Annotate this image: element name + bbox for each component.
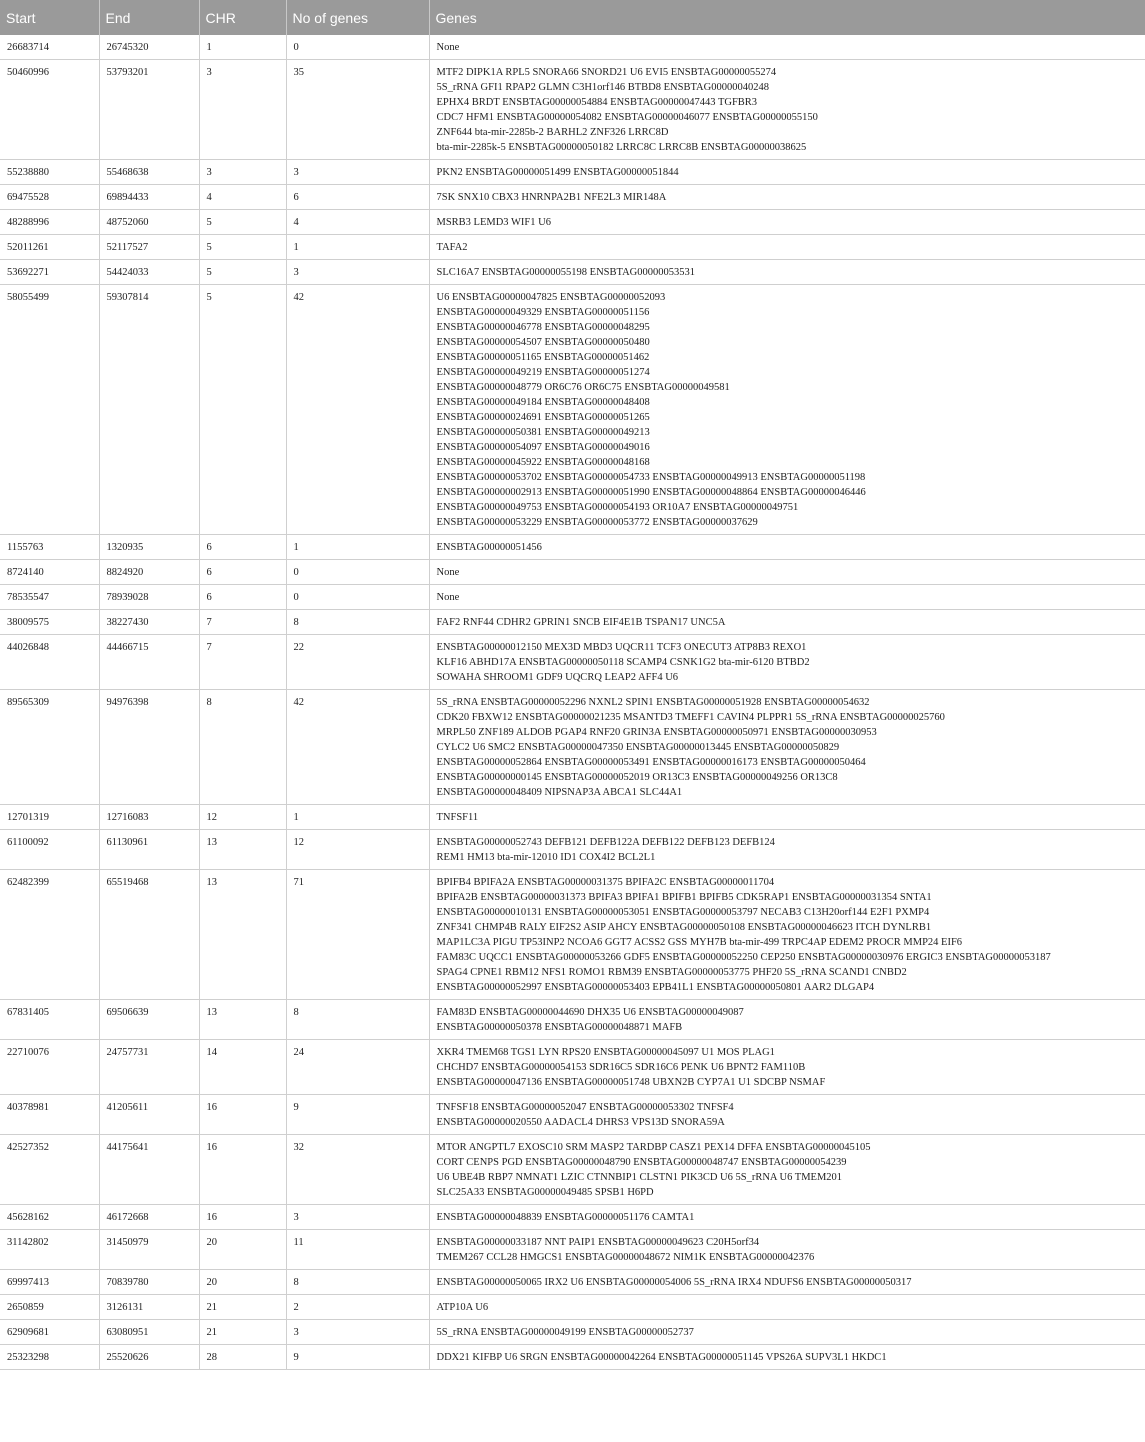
gene-line: ENSBTAG00000049329 ENSBTAG00000051156 xyxy=(436,307,650,318)
gene-line: SLC25A33 ENSBTAG00000049485 SPSB1 H6PD xyxy=(436,1187,654,1198)
cell-no-of-genes: 12 xyxy=(286,830,429,870)
cell-genes xyxy=(429,285,1145,535)
gene-line: CHCHD7 ENSBTAG00000054153 SDR16C5 SDR16C6 PENK U6 BPNT2 FAM110B xyxy=(436,1062,806,1073)
header-chr: CHR xyxy=(199,0,286,35)
cell-start: 69475528 xyxy=(0,185,99,210)
gene-line: ENSBTAG00000048409 NIPSNAP3A ABCA1 SLC44A1 xyxy=(436,787,683,798)
gene-line: TAFA2 xyxy=(436,242,468,253)
gene-line: None xyxy=(436,592,460,603)
cell-end: 1320935 xyxy=(99,535,199,560)
cell-start: 42527352 xyxy=(0,1135,99,1205)
cell-start: 8724140 xyxy=(0,560,99,585)
cell-no-of-genes: 1 xyxy=(286,235,429,260)
gene-line: MTOR ANGPTL7 EXOSC10 SRM MASP2 TARDBP CASZ1 PEX14 DFFA ENSBTAG00000045105 xyxy=(436,1142,871,1153)
cell-end: 52117527 xyxy=(99,235,199,260)
cell-genes xyxy=(429,635,1145,690)
gene-line: ENSBTAG00000012150 MEX3D MBD3 UQCR11 TCF3 ONECUT3 ATP8B3 REXO1 xyxy=(436,642,807,653)
gene-line: ENSBTAG00000051456 xyxy=(436,542,542,553)
cell-no-of-genes: 3 xyxy=(286,1205,429,1230)
gene-line: None xyxy=(436,42,460,53)
cell-no-of-genes: 32 xyxy=(286,1135,429,1205)
cell-end: 24757731 xyxy=(99,1040,199,1095)
cell-start: 62909681 xyxy=(0,1320,99,1345)
cell-chr: 8 xyxy=(199,690,286,805)
cell-end: 59307814 xyxy=(99,285,199,535)
table-row xyxy=(0,1295,1145,1320)
gene-line: CORT CENPS PGD ENSBTAG00000048790 ENSBTAG00000048747 ENSBTAG00000054239 xyxy=(436,1157,847,1168)
cell-chr: 20 xyxy=(199,1230,286,1270)
header-no-of-genes: No of genes xyxy=(286,0,429,35)
table-row xyxy=(0,1040,1145,1095)
cell-end: 55468638 xyxy=(99,160,199,185)
cell-start: 40378981 xyxy=(0,1095,99,1135)
gene-line: ENSBTAG00000024691 ENSBTAG00000051265 xyxy=(436,412,650,423)
cell-genes xyxy=(429,210,1145,235)
cell-chr: 4 xyxy=(199,185,286,210)
gene-line: ENSBTAG00000046778 ENSBTAG00000048295 xyxy=(436,322,650,333)
cell-chr: 5 xyxy=(199,235,286,260)
gene-line: ENSBTAG00000033187 NNT PAIP1 ENSBTAG00000049623 C20H5orf34 xyxy=(436,1237,760,1248)
cell-end: 44466715 xyxy=(99,635,199,690)
cell-chr: 7 xyxy=(199,610,286,635)
cell-start: 78535547 xyxy=(0,585,99,610)
gene-line: FAM83C UQCC1 ENSBTAG00000053266 GDF5 ENSBTAG00000052250 CEP250 ENSBTAG00000030976 ERGIC3 ENSBTAG00000053187 xyxy=(436,952,1051,963)
cell-end: 53793201 xyxy=(99,60,199,160)
gene-line: BPIFB4 BPIFA2A ENSBTAG00000031375 BPIFA2C ENSBTAG00000011704 xyxy=(436,877,775,888)
cell-end: 54424033 xyxy=(99,260,199,285)
gene-line: CYLC2 U6 SMC2 ENSBTAG00000047350 ENSBTAG00000013445 ENSBTAG00000050829 xyxy=(436,742,840,753)
table-row xyxy=(0,830,1145,870)
gene-line: SOWAHA SHROOM1 GDF9 UQCRQ LEAP2 AFF4 U6 xyxy=(436,672,679,683)
header-start: Start xyxy=(0,0,99,35)
header-end: End xyxy=(99,0,199,35)
cell-genes xyxy=(429,35,1145,60)
table-row xyxy=(0,560,1145,585)
cell-no-of-genes: 3 xyxy=(286,160,429,185)
cell-genes xyxy=(429,1040,1145,1095)
table-row xyxy=(0,535,1145,560)
cell-genes xyxy=(429,1205,1145,1230)
gene-line: ENSBTAG00000050381 ENSBTAG00000049213 xyxy=(436,427,650,438)
cell-end: 69506639 xyxy=(99,1000,199,1040)
table-row xyxy=(0,1000,1145,1040)
table-row xyxy=(0,805,1145,830)
gene-line: BPIFA2B ENSBTAG00000031373 BPIFA3 BPIFA1 BPIFB1 BPIFB5 CDK5RAP1 ENSBTAG00000031354 SNTA1 xyxy=(436,892,932,903)
gene-line: 7SK SNX10 CBX3 HNRNPA2B1 NFE2L3 MIR148A xyxy=(436,192,667,203)
cell-genes xyxy=(429,1230,1145,1270)
gene-line: 5S_rRNA GFI1 RPAP2 GLMN C3H1orf146 BTBD8 ENSBTAG00000040248 xyxy=(436,82,769,93)
gene-line: ENSBTAG00000047136 ENSBTAG00000051748 UBXN2B CYP7A1 U1 SDCBP NSMAF xyxy=(436,1077,826,1088)
cell-genes xyxy=(429,560,1145,585)
gene-line: PKN2 ENSBTAG00000051499 ENSBTAG00000051844 xyxy=(436,167,679,178)
cell-start: 89565309 xyxy=(0,690,99,805)
cell-no-of-genes: 11 xyxy=(286,1230,429,1270)
gene-line: ENSBTAG00000000145 ENSBTAG00000052019 OR13C3 ENSBTAG00000049256 OR13C8 xyxy=(436,772,838,783)
cell-no-of-genes: 0 xyxy=(286,585,429,610)
gene-line: MSRB3 LEMD3 WIF1 U6 xyxy=(436,217,551,228)
cell-genes xyxy=(429,160,1145,185)
gene-line: bta-mir-2285k-5 ENSBTAG00000050182 LRRC8C LRRC8B ENSBTAG00000038625 xyxy=(436,142,807,153)
table-row xyxy=(0,35,1145,60)
cell-start: 53692271 xyxy=(0,260,99,285)
table-body xyxy=(0,35,1145,1370)
cell-genes xyxy=(429,610,1145,635)
gene-line: ENSBTAG00000052997 ENSBTAG00000053403 EPB41L1 ENSBTAG00000050801 AAR2 DLGAP4 xyxy=(436,982,875,993)
cell-start: 50460996 xyxy=(0,60,99,160)
cell-genes xyxy=(429,830,1145,870)
table-row xyxy=(0,690,1145,805)
gene-line: ENSBTAG00000054507 ENSBTAG00000050480 xyxy=(436,337,650,348)
cell-no-of-genes: 35 xyxy=(286,60,429,160)
table-row xyxy=(0,585,1145,610)
cell-start: 45628162 xyxy=(0,1205,99,1230)
cell-genes xyxy=(429,60,1145,160)
cell-end: 31450979 xyxy=(99,1230,199,1270)
cell-chr: 20 xyxy=(199,1270,286,1295)
gene-line: 5S_rRNA ENSBTAG00000049199 ENSBTAG00000052737 xyxy=(436,1327,694,1338)
cell-chr: 6 xyxy=(199,585,286,610)
gene-line: MRPL50 ZNF189 ALDOB PGAP4 RNF20 GRIN3A ENSBTAG00000050971 ENSBTAG00000030953 xyxy=(436,727,877,738)
gene-line: TNFSF11 xyxy=(436,812,479,823)
table-row xyxy=(0,1095,1145,1135)
table-row xyxy=(0,1345,1145,1370)
cell-no-of-genes: 42 xyxy=(286,285,429,535)
cell-genes xyxy=(429,535,1145,560)
cell-end: 65519468 xyxy=(99,870,199,1000)
gene-line: 5S_rRNA ENSBTAG00000052296 NXNL2 SPIN1 ENSBTAG00000051928 ENSBTAG00000054632 xyxy=(436,697,870,708)
table-row xyxy=(0,210,1145,235)
cell-chr: 16 xyxy=(199,1135,286,1205)
gene-line: CDC7 HFM1 ENSBTAG00000054082 ENSBTAG00000046077 ENSBTAG00000055150 xyxy=(436,112,818,123)
cell-start: 31142802 xyxy=(0,1230,99,1270)
table-row xyxy=(0,635,1145,690)
table-row xyxy=(0,60,1145,160)
cell-end: 63080951 xyxy=(99,1320,199,1345)
cell-start: 55238880 xyxy=(0,160,99,185)
table-row xyxy=(0,260,1145,285)
cell-start: 1155763 xyxy=(0,535,99,560)
cell-chr: 6 xyxy=(199,560,286,585)
table-row xyxy=(0,1320,1145,1345)
cell-genes xyxy=(429,235,1145,260)
table-row xyxy=(0,1230,1145,1270)
cell-end: 69894433 xyxy=(99,185,199,210)
cell-no-of-genes: 9 xyxy=(286,1345,429,1370)
header-row xyxy=(0,0,1145,35)
cell-genes xyxy=(429,1345,1145,1370)
gene-line: ENSBTAG00000049753 ENSBTAG00000054193 OR10A7 ENSBTAG00000049751 xyxy=(436,502,799,513)
gene-line: MTF2 DIPK1A RPL5 SNORA66 SNORD21 U6 EVI5 ENSBTAG00000055274 xyxy=(436,67,777,78)
cell-end: 94976398 xyxy=(99,690,199,805)
cell-start: 2650859 xyxy=(0,1295,99,1320)
cell-start: 69997413 xyxy=(0,1270,99,1295)
cell-chr: 13 xyxy=(199,1000,286,1040)
cell-end: 78939028 xyxy=(99,585,199,610)
cell-chr: 5 xyxy=(199,260,286,285)
cell-chr: 14 xyxy=(199,1040,286,1095)
gene-line: ENSBTAG00000048839 ENSBTAG00000051176 CAMTA1 xyxy=(436,1212,695,1223)
cell-no-of-genes: 8 xyxy=(286,610,429,635)
cell-start: 67831405 xyxy=(0,1000,99,1040)
cell-end: 8824920 xyxy=(99,560,199,585)
cell-chr: 21 xyxy=(199,1320,286,1345)
gene-line: ENSBTAG00000049184 ENSBTAG00000048408 xyxy=(436,397,650,408)
gene-line: ATP10A U6 xyxy=(436,1302,489,1313)
gene-line: REM1 HM13 bta-mir-12010 ID1 COX4I2 BCL2L1 xyxy=(436,852,656,863)
gene-line: U6 ENSBTAG00000047825 ENSBTAG00000052093 xyxy=(436,292,666,303)
cell-chr: 7 xyxy=(199,635,286,690)
gene-line: TMEM267 CCL28 HMGCS1 ENSBTAG00000048672 NIM1K ENSBTAG00000042376 xyxy=(436,1252,815,1263)
gene-line: ZNF341 CHMP4B RALY EIF2S2 ASIP AHCY ENSBTAG00000050108 ENSBTAG00000046623 ITCH DYNLRB1 xyxy=(436,922,932,933)
cell-no-of-genes: 42 xyxy=(286,690,429,805)
cell-start: 61100092 xyxy=(0,830,99,870)
gene-line: XKR4 TMEM68 TGS1 LYN RPS20 ENSBTAG00000045097 U1 MOS PLAG1 xyxy=(436,1047,775,1058)
cell-no-of-genes: 0 xyxy=(286,560,429,585)
gene-line: None xyxy=(436,567,460,578)
gene-line: ENSBTAG00000052743 DEFB121 DEFB122A DEFB122 DEFB123 DEFB124 xyxy=(436,837,775,848)
cell-genes xyxy=(429,260,1145,285)
cell-genes xyxy=(429,690,1145,805)
cell-genes xyxy=(429,870,1145,1000)
cell-end: 41205611 xyxy=(99,1095,199,1135)
cell-chr: 5 xyxy=(199,210,286,235)
gene-line: ENSBTAG00000054097 ENSBTAG00000049016 xyxy=(436,442,650,453)
gene-line: ENSBTAG00000051165 ENSBTAG00000051462 xyxy=(436,352,650,363)
gene-line: ENSBTAG00000053229 ENSBTAG00000053772 ENSBTAG00000037629 xyxy=(436,517,758,528)
cell-no-of-genes: 22 xyxy=(286,635,429,690)
header-genes: Genes xyxy=(429,0,1145,35)
cell-genes xyxy=(429,185,1145,210)
cell-genes xyxy=(429,1270,1145,1295)
table-row xyxy=(0,870,1145,1000)
cell-no-of-genes: 9 xyxy=(286,1095,429,1135)
table-row xyxy=(0,285,1145,535)
cell-chr: 5 xyxy=(199,285,286,535)
gene-line: ENSBTAG00000020550 AADACL4 DHRS3 VPS13D SNORA59A xyxy=(436,1117,725,1128)
cell-no-of-genes: 1 xyxy=(286,805,429,830)
cell-chr: 21 xyxy=(199,1295,286,1320)
gene-line: ENSBTAG00000010131 ENSBTAG00000053051 ENSBTAG00000053797 NECAB3 C13H20orf144 E2F1 PXMP4 xyxy=(436,907,930,918)
gene-line: ENSBTAG00000052864 ENSBTAG00000053491 ENSBTAG00000016173 ENSBTAG00000050464 xyxy=(436,757,866,768)
gene-line: EPHX4 BRDT ENSBTAG00000054884 ENSBTAG00000047443 TGFBR3 xyxy=(436,97,758,108)
cell-no-of-genes: 4 xyxy=(286,210,429,235)
gene-line: DDX21 KIFBP U6 SRGN ENSBTAG00000042264 ENSBTAG00000051145 VPS26A SUPV3L1 HKDC1 xyxy=(436,1352,887,1363)
gene-line: ENSBTAG00000045922 ENSBTAG00000048168 xyxy=(436,457,650,468)
gene-line: TNFSF18 ENSBTAG00000052047 ENSBTAG00000053302 TNFSF4 xyxy=(436,1102,734,1113)
table-row xyxy=(0,610,1145,635)
gene-line: ENSBTAG00000050065 IRX2 U6 ENSBTAG00000054006 5S_rRNA IRX4 NDUFS6 ENSBTAG00000050317 xyxy=(436,1277,912,1288)
table-row xyxy=(0,1270,1145,1295)
cell-no-of-genes: 8 xyxy=(286,1270,429,1295)
gene-line: FAM83D ENSBTAG00000044690 DHX35 U6 ENSBTAG00000049087 xyxy=(436,1007,744,1018)
cell-chr: 16 xyxy=(199,1205,286,1230)
cell-genes xyxy=(429,1000,1145,1040)
cell-start: 38009575 xyxy=(0,610,99,635)
cell-genes xyxy=(429,1135,1145,1205)
gene-line: ENSBTAG00000050378 ENSBTAG00000048871 MAFB xyxy=(436,1022,683,1033)
gene-line: ENSBTAG00000049219 ENSBTAG00000051274 xyxy=(436,367,650,378)
cell-chr: 13 xyxy=(199,830,286,870)
cell-genes xyxy=(429,1095,1145,1135)
cell-no-of-genes: 2 xyxy=(286,1295,429,1320)
cell-start: 44026848 xyxy=(0,635,99,690)
cell-no-of-genes: 3 xyxy=(286,260,429,285)
cell-genes xyxy=(429,585,1145,610)
cell-chr: 1 xyxy=(199,35,286,60)
gene-line: KLF16 ABHD17A ENSBTAG00000050118 SCAMP4 CSNK1G2 bta-mir-6120 BTBD2 xyxy=(436,657,810,668)
cell-end: 26745320 xyxy=(99,35,199,60)
cell-no-of-genes: 3 xyxy=(286,1320,429,1345)
cell-genes xyxy=(429,1295,1145,1320)
cell-no-of-genes: 0 xyxy=(286,35,429,60)
gene-line: ENSBTAG00000002913 ENSBTAG00000051990 ENSBTAG00000048864 ENSBTAG00000046446 xyxy=(436,487,866,498)
cell-no-of-genes: 6 xyxy=(286,185,429,210)
cell-chr: 28 xyxy=(199,1345,286,1370)
cell-end: 25520626 xyxy=(99,1345,199,1370)
gene-line: ZNF644 bta-mir-2285b-2 BARHL2 ZNF326 LRRC8D xyxy=(436,127,669,138)
cell-no-of-genes: 8 xyxy=(286,1000,429,1040)
cell-start: 62482399 xyxy=(0,870,99,1000)
cell-start: 52011261 xyxy=(0,235,99,260)
cell-chr: 16 xyxy=(199,1095,286,1135)
table-row xyxy=(0,185,1145,210)
cell-end: 38227430 xyxy=(99,610,199,635)
cell-end: 44175641 xyxy=(99,1135,199,1205)
cell-chr: 3 xyxy=(199,160,286,185)
cell-start: 26683714 xyxy=(0,35,99,60)
table-row xyxy=(0,235,1145,260)
table-row xyxy=(0,1135,1145,1205)
gene-line: FAF2 RNF44 CDHR2 GPRIN1 SNCB EIF4E1B TSPAN17 UNC5A xyxy=(436,617,726,628)
cell-start: 22710076 xyxy=(0,1040,99,1095)
cell-end: 3126131 xyxy=(99,1295,199,1320)
cell-genes xyxy=(429,805,1145,830)
table-row xyxy=(0,160,1145,185)
cell-chr: 12 xyxy=(199,805,286,830)
cell-end: 48752060 xyxy=(99,210,199,235)
gene-line: ENSBTAG00000048779 OR6C76 OR6C75 ENSBTAG00000049581 xyxy=(436,382,730,393)
table-row xyxy=(0,1205,1145,1230)
cell-no-of-genes: 71 xyxy=(286,870,429,1000)
cell-start: 48288996 xyxy=(0,210,99,235)
cell-genes xyxy=(429,1320,1145,1345)
cell-end: 61130961 xyxy=(99,830,199,870)
gene-line: SLC16A7 ENSBTAG00000055198 ENSBTAG00000053531 xyxy=(436,267,695,278)
cell-chr: 13 xyxy=(199,870,286,1000)
gene-line: CDK20 FBXW12 ENSBTAG00000021235 MSANTD3 TMEFF1 CAVIN4 PLPPR1 5S_rRNA ENSBTAG00000025760 xyxy=(436,712,945,723)
cell-start: 12701319 xyxy=(0,805,99,830)
cell-end: 70839780 xyxy=(99,1270,199,1295)
gene-line: ENSBTAG00000053702 ENSBTAG00000054733 ENSBTAG00000049913 ENSBTAG00000051198 xyxy=(436,472,866,483)
cell-chr: 6 xyxy=(199,535,286,560)
gene-line: U6 UBE4B RBP7 NMNAT1 LZIC CTNNBIP1 CLSTN1 PIK3CD U6 5S_rRNA U6 TMEM201 xyxy=(436,1172,843,1183)
cell-end: 46172668 xyxy=(99,1205,199,1230)
gene-line: MAP1LC3A PIGU TP53INP2 NCOA6 GGT7 ACSS2 GSS MYH7B bta-mir-499 TRPC4AP EDEM2 PROCR MMP24 EIF6 xyxy=(436,937,963,948)
cell-end: 12716083 xyxy=(99,805,199,830)
cell-start: 58055499 xyxy=(0,285,99,535)
cell-start: 25323298 xyxy=(0,1345,99,1370)
gene-line: SPAG4 CPNE1 RBM12 NFS1 ROMO1 RBM39 ENSBTAG00000053775 PHF20 5S_rRNA SCAND1 CNBD2 xyxy=(436,967,907,978)
cell-no-of-genes: 24 xyxy=(286,1040,429,1095)
cell-no-of-genes: 1 xyxy=(286,535,429,560)
cell-chr: 3 xyxy=(199,60,286,160)
